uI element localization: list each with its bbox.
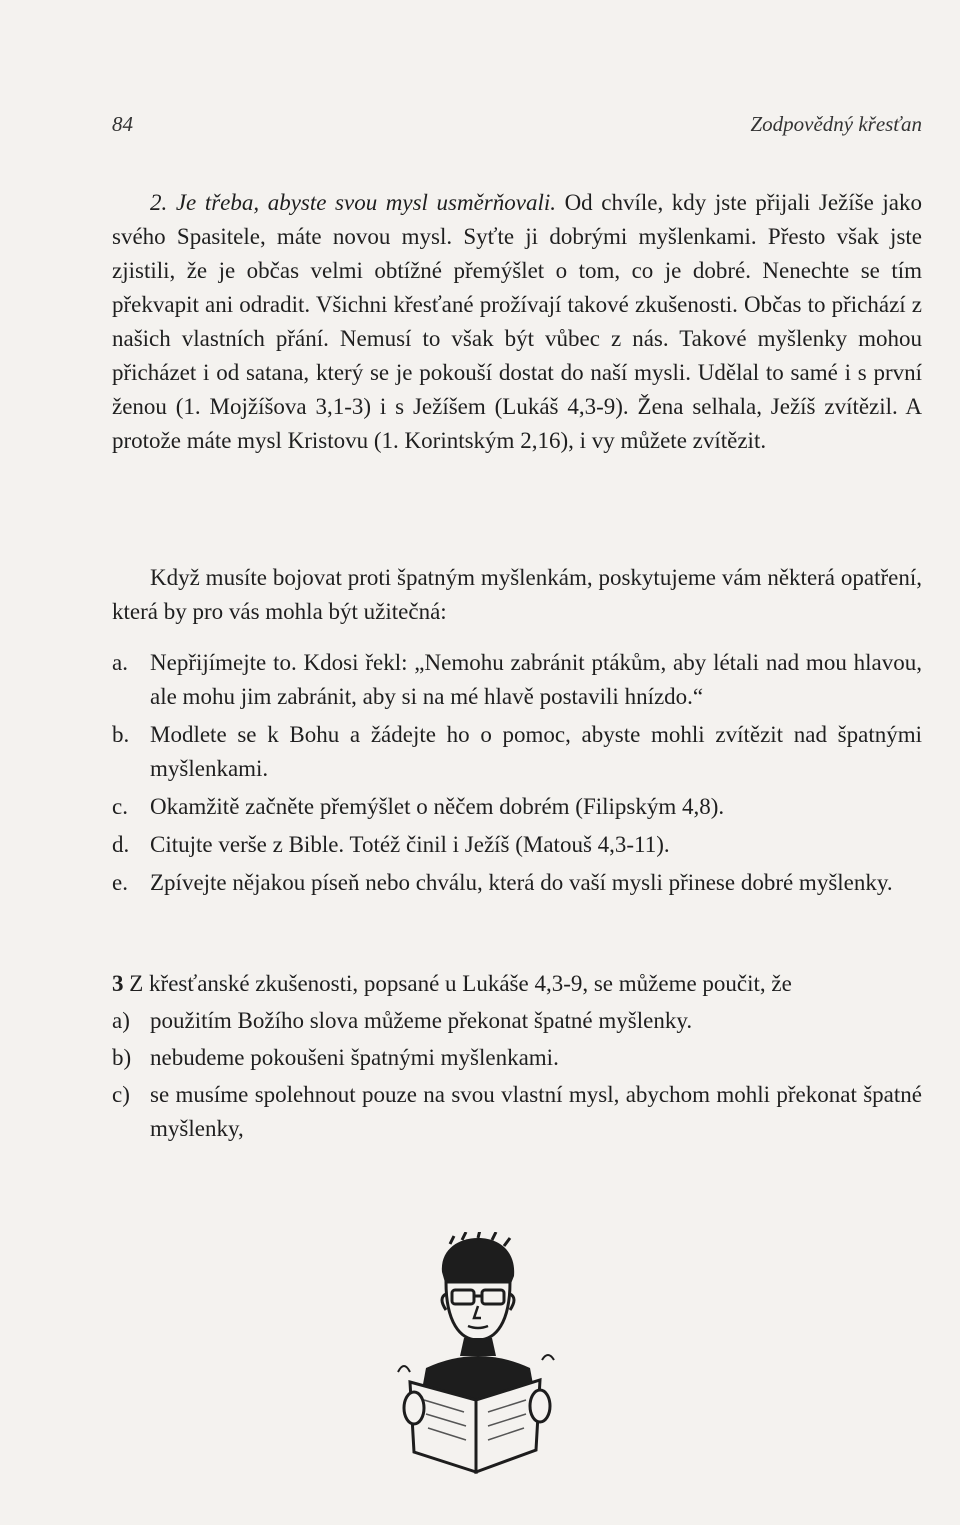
list-item <box>112 790 922 824</box>
point-2-paragraph <box>112 186 922 458</box>
answer-option <box>112 1004 922 1038</box>
list-item <box>112 718 922 786</box>
option-text: nebudeme pokoušeni špatnými myšlenkami. <box>150 1045 559 1070</box>
point-2-section <box>112 186 922 458</box>
reading-person-icon <box>390 1232 560 1477</box>
list-item <box>112 828 922 862</box>
point-2-lead: 2. Je třeba, abyste svou mysl usměrňovali. <box>150 190 556 215</box>
list-text: Citujte verše z Bible. Totéž činil i Ježíš (Matouš 4,3-11). <box>150 832 670 857</box>
list-text: Nepřijímejte to. Kdosi řekl: „Nemohu zabránit ptákům, aby létali nad mou hlavou, ale mohu jim zabránit, aby si na mé hlavě postavili hnízdo.“ <box>150 650 922 709</box>
option-marker: b) <box>112 1045 132 1070</box>
list-marker: d. <box>112 832 130 857</box>
question-number: 3 <box>112 971 124 996</box>
option-text: použitím Božího slova můžeme překonat špatné myšlenky. <box>150 1008 693 1033</box>
question-text: Z křesťanské zkušenosti, popsané u Lukáše 4,3-9, se můžeme poučit, že <box>123 971 792 996</box>
list-text: Okamžitě začněte přemýšlet o něčem dobrém (Filipským 4,8). <box>150 794 725 819</box>
list-text: Zpívejte nějakou píseň nebo chválu, která do vaší mysli přinese dobré myšlenky. <box>150 870 893 895</box>
question-3-section <box>112 967 922 1149</box>
tips-intro-section <box>112 561 922 629</box>
point-2-text: Od chvíle, kdy jste přijali Ježíše jako svého Spasitele, máte novou mysl. Syťte ji dobrými myšlenkami. Přesto však jste zjistili, že je občas velmi obtížné přemýšlet o tom, co je dobré. Nenechte se tím překvapit ani odradit. Všichni křesťané prožívají takové zkušenosti. Občas to přichází z našich vlastních přání. Nemusí to však být vůbec z nás. Takové myšlenky mohou přicházet i od satana, který se je pokouší dostat do naší mysli. Udělal to samé i s první ženou (1. Mojžíšova 3,1-3) i s Ježíšem (Lukáš 4,3-9). Žena selhala, Ježíš zvítězil. A protože máte mysl Kristovu (1. Korintským 2,16), i vy můžete zvítězit. <box>112 190 922 453</box>
tips-intro: Když musíte bojovat proti špatným myšlenkám, poskytujeme vám některá opatření, která by pro vás mohla být užitečná: <box>112 565 922 624</box>
option-marker: c) <box>112 1082 130 1107</box>
list-marker: a. <box>112 650 128 675</box>
answer-option <box>112 1078 922 1146</box>
list-marker: b. <box>112 722 130 747</box>
page-number: 84 <box>112 112 133 136</box>
list-text: Modlete se k Bohu a žádejte ho o pomoc, abyste mohli zvítězit nad špatnými myšlenkami. <box>150 722 922 781</box>
option-text: se musíme spolehnout pouze na svou vlastní mysl, abychom mohli překonat špatné myšlenky, <box>150 1082 922 1141</box>
option-marker: a) <box>112 1008 130 1033</box>
list-marker: c. <box>112 794 128 819</box>
question-3-stem <box>112 967 922 1001</box>
tips-list <box>112 646 922 904</box>
list-marker: e. <box>112 870 128 895</box>
list-item <box>112 646 922 714</box>
running-title: Zodpovědný křesťan <box>750 112 922 136</box>
answer-option <box>112 1041 922 1075</box>
running-header <box>112 112 922 146</box>
list-item <box>112 866 922 900</box>
